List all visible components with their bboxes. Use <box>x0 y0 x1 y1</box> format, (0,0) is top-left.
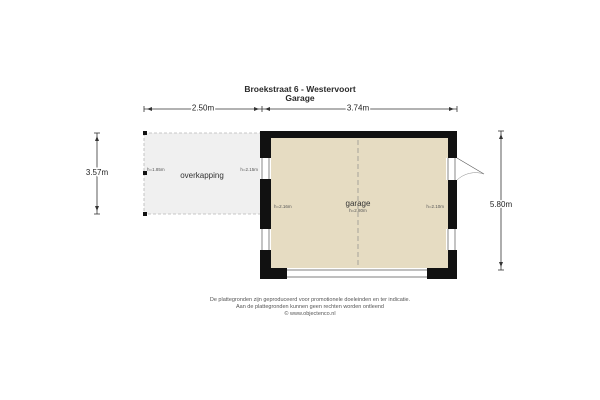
ceiling-height-label: h=2.10m <box>426 204 444 209</box>
disclaimer-line: Aan de plattegronden kunnen geen rechten worden ontleend <box>235 304 384 310</box>
carport-post <box>143 212 147 216</box>
ceiling-height-label: h=2.15m <box>240 167 258 172</box>
plan-subtitle: Garage <box>285 93 315 103</box>
dimension-label: 3.57m <box>85 168 109 177</box>
ceiling-height-label: h=2.16m <box>274 204 292 209</box>
dimension-label: 3.74m <box>346 103 370 113</box>
dimension-label: 5.80m <box>489 200 513 209</box>
ceiling-height-label: h=2.80m <box>349 208 367 213</box>
disclaimer-line: De plattegronden zijn geproduceerd voor promotionele doeleinden en ter indicatie. <box>209 297 411 303</box>
carport-post <box>143 131 147 135</box>
ceiling-height-label: h=1.85m <box>147 167 165 172</box>
plan-title: Broekstraat 6 - Westervoort <box>244 84 356 94</box>
dimension-label: 2.50m <box>191 103 215 113</box>
room-label-garage: garage <box>345 199 371 208</box>
copyright-line: © www.objectenco.nl <box>284 311 336 317</box>
garage-room <box>260 131 484 279</box>
room-label-carport: overkapping <box>180 171 224 180</box>
